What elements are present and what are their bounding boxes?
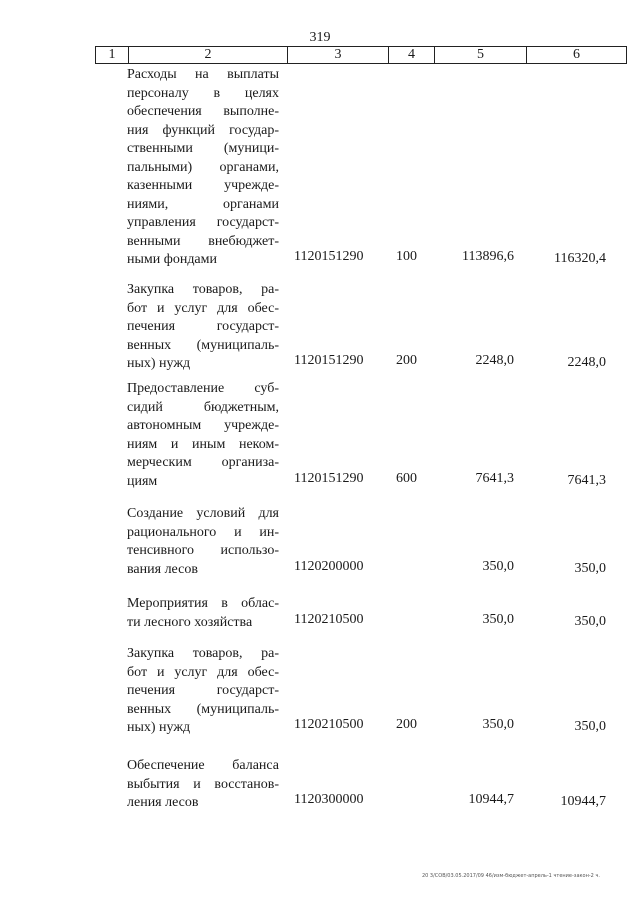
description-line: венных (муниципаль- — [127, 701, 279, 717]
description-line: мерческим организа- — [127, 455, 279, 470]
description-line: ти лесного хозяйства — [127, 614, 253, 630]
description-line: ления лесов — [127, 795, 199, 810]
description-line: обеспечения выполне- — [127, 104, 279, 119]
description-line: персоналу в целях — [127, 85, 279, 101]
column-header-4: 4 — [389, 47, 435, 63]
row-expense-kind: 200 — [396, 353, 417, 368]
row-code: 1120300000 — [294, 792, 364, 807]
description-line: Обеспечение баланса — [127, 758, 279, 773]
description-line: управления государст- — [127, 215, 279, 230]
row-code: 1120151290 — [294, 353, 364, 368]
description-line: ственными (муници- — [127, 141, 279, 156]
row-code: 1120200000 — [294, 558, 364, 574]
description-line: вания лесов — [127, 561, 198, 577]
row-value-col6: 350,0 — [574, 560, 606, 576]
row-value-col6: 7641,3 — [567, 472, 606, 488]
row-description — [127, 595, 279, 632]
description-line: бот и услуг для обес- — [127, 300, 279, 316]
row-value-col5: 350,0 — [482, 717, 514, 732]
description-line: венными внебюджет- — [127, 233, 279, 249]
row-expense-kind: 200 — [396, 717, 417, 732]
description-line: ниями, органами — [127, 196, 279, 212]
description-line: рационального и ин- — [127, 524, 279, 540]
page-number: 319 — [309, 30, 331, 45]
description-line: Закупка товаров, ра- — [127, 282, 279, 297]
description-line: ниям и иным неком- — [127, 436, 279, 452]
row-value-col5: 10944,7 — [468, 792, 514, 807]
column-header-3: 3 — [288, 47, 389, 63]
row-value-col5: 2248,0 — [475, 353, 514, 368]
description-line: ных) нужд — [127, 720, 191, 735]
row-code: 1120151290 — [294, 249, 364, 264]
description-line: казенными учрежде- — [127, 178, 279, 193]
row-code: 1120210500 — [294, 611, 364, 627]
description-line: печения государст- — [127, 683, 279, 698]
description-line: Закупка товаров, ра- — [127, 646, 279, 661]
row-description — [127, 66, 279, 270]
row-value-col6: 350,0 — [574, 719, 606, 734]
document-footer: 20 3/СОВ/03.05.2017/09 46/изм-бюджет-апрель-1 чтение-закон-2 ч. — [421, 873, 600, 879]
row-expense-kind: 100 — [396, 249, 417, 264]
description-line: Создание условий для — [127, 506, 279, 521]
column-header-1: 1 — [96, 47, 129, 63]
row-value-col5: 350,0 — [482, 611, 514, 627]
description-line: ния функций государ- — [127, 122, 279, 138]
description-line: Предоставление суб- — [127, 381, 279, 396]
description-line: печения государст- — [127, 319, 279, 334]
row-description — [127, 505, 279, 579]
row-expense-kind: 600 — [396, 470, 417, 486]
description-line: автономным учрежде- — [127, 418, 279, 433]
description-line: бот и услуг для обес- — [127, 664, 279, 680]
description-line: пальными) органами, — [127, 159, 279, 175]
row-code: 1120151290 — [294, 470, 364, 486]
description-line: венных (муниципаль- — [127, 337, 279, 353]
row-value-col6: 350,0 — [574, 613, 606, 629]
column-header-5: 5 — [435, 47, 527, 63]
row-value-col5: 350,0 — [482, 558, 514, 574]
description-line: ных) нужд — [127, 356, 191, 371]
description-line: выбытия и восстанов- — [127, 776, 279, 792]
description-line: Мероприятия в облас- — [127, 596, 279, 611]
row-value-col5: 113896,6 — [462, 249, 514, 264]
description-line: сидий бюджетным, — [127, 399, 279, 415]
description-line: Расходы на выплаты — [127, 67, 279, 82]
row-description — [127, 645, 279, 738]
row-value-col6: 2248,0 — [567, 355, 606, 370]
row-value-col6: 116320,4 — [554, 251, 606, 266]
row-code: 1120210500 — [294, 717, 364, 732]
description-line: циям — [127, 473, 158, 489]
description-line: ными фондами — [127, 252, 218, 267]
column-header-2: 2 — [129, 47, 288, 63]
column-header-6: 6 — [573, 47, 580, 62]
row-value-col5: 7641,3 — [475, 470, 514, 486]
column-header-row — [95, 46, 627, 64]
description-line: тенсивного использо- — [127, 543, 279, 558]
row-description — [127, 281, 279, 374]
row-description — [127, 757, 279, 813]
row-value-col6: 10944,7 — [560, 794, 606, 809]
row-description — [127, 380, 279, 491]
